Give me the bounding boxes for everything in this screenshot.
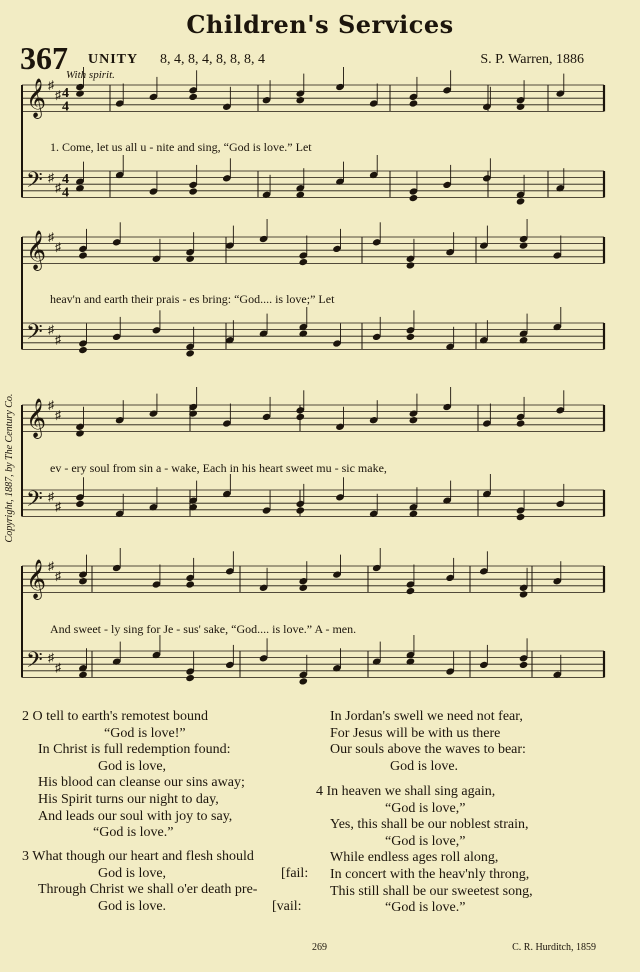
note-head [78,577,88,585]
note-head [519,661,529,669]
time-signature-bottom: 4 [62,185,69,201]
verse-line: “God is love.” [385,900,466,916]
note-head [296,96,306,104]
note-head [185,349,195,357]
tune-name: UNITY [88,52,139,67]
verse-line: Yes, this shall be our noblest strain, [330,817,529,833]
verse-line: His blood can cleanse our sins away; [38,775,245,791]
key-signature-sharp: ♯ [48,489,54,504]
note-head [409,99,419,107]
verse-line: This still shall be our sweetest song, [330,883,533,899]
verse-line: God is love, [98,865,167,881]
verse-line: “God is love!” [104,725,186,741]
key-signature-sharp: ♯ [48,322,54,337]
note-head [185,674,195,682]
key-signature-sharp: ♯ [55,660,61,675]
note-head [75,89,85,97]
key-signature-sharp: ♯ [48,650,54,665]
note-head [516,197,526,205]
note-head [409,416,419,424]
note-head [296,506,306,514]
note-head [188,187,198,195]
note-head [75,429,85,437]
note-head [406,261,416,269]
lyric-line: ev - ery soul from sin a - wake, Each in his heart sweet mu - sic make, [50,461,387,475]
note-head [185,580,195,588]
verse-wrap: [fail: [281,865,309,881]
key-signature-sharp: ♯ [48,559,54,573]
verse-line: 3 What though our heart and flesh should [22,849,254,864]
time-signature-top: 4 [62,172,69,188]
note-head [299,258,309,266]
verse-line: “God is love,” [385,833,466,849]
time-signature-bottom: 4 [62,99,69,115]
key-signature-sharp: ♯ [55,239,61,254]
note-head [299,584,309,592]
key-signature-sharp: ♯ [55,568,61,583]
meter: 8, 4, 8, 4, 8, 8, 8, 4 [160,52,265,67]
note-head [296,413,306,421]
note-head [519,241,529,249]
bass-clef-icon: 𝄢 [26,320,43,350]
text-author: C. R. Hurditch, 1859 [512,942,596,953]
note-head [516,103,526,111]
verse-line: 4 In heaven we shall sing again, [316,784,496,799]
treble-clef-icon: 𝄞 [26,230,47,270]
composer: S. P. Warren, 1886 [480,52,584,67]
verses-right [0,709,640,934]
verse-line: In concert with the heav'nly throng, [330,867,530,882]
page-number: 269 [312,942,327,953]
note-head [516,513,526,521]
verse-line: His Spirit turns our night to day, [38,792,219,807]
verse-line: “God is love.” [93,825,174,841]
key-signature-sharp: ♯ [48,398,54,412]
note-head [516,419,526,427]
copyright-note: Copyright, 1887, by The Century Co. [4,393,15,543]
note-head [78,346,88,354]
verse-line: God is love, [98,758,167,774]
bass-clef-icon: 𝄢 [26,487,43,517]
key-signature-sharp: ♯ [55,499,61,514]
lyric-line: heav'n and earth their prais - es bring: “God.... is love;” Let [50,292,335,306]
note-head [78,251,88,259]
treble-clef-icon: 𝄞 [26,398,47,438]
verse-line: And leads our soul with joy to say, [38,808,233,824]
verse-line: 2 O tell to earth's remotest bound [22,709,209,724]
note-head [409,194,419,202]
verse-line: Our souls above the waves to bear: [330,742,526,758]
bass-clef-icon: 𝄢 [26,648,43,678]
verse-line: God is love. [98,898,167,914]
verse-line: “God is love,” [385,800,466,816]
note-head [406,587,416,595]
bass-clef-icon: 𝄢 [26,168,43,198]
note-head [185,255,195,263]
time-signature-top: 4 [62,86,69,102]
key-signature-sharp: ♯ [55,332,61,347]
key-signature-sharp: ♯ [48,230,54,244]
treble-clef-icon: 𝄞 [26,78,47,118]
lyric-line: 1. Come, let us all u - nite and sing, “God is love.” Let [50,140,312,154]
treble-clef-icon: 𝄞 [26,559,47,599]
key-signature-sharp: ♯ [48,78,54,92]
verse-line: God is love. [390,758,459,774]
verse-line: Through Christ we shall o'er death pre- [38,882,258,898]
verse-line: For Jesus will be with us there [330,725,501,741]
page-title: Children's Services [186,10,454,39]
key-signature-sharp: ♯ [55,87,61,102]
key-signature-sharp: ♯ [48,170,54,185]
note-head [188,93,198,101]
note-head [75,500,85,508]
verse-line: While endless ages roll along, [330,850,499,866]
key-signature-sharp: ♯ [55,180,61,195]
note-head [406,333,416,341]
verse-line: In Jordan's swell we need not fear, [330,709,523,724]
key-signature-sharp: ♯ [55,407,61,422]
lyric-line: And sweet - ly sing for Je - sus' sake, “God.... is love.” A - men. [50,622,357,636]
note-head [299,677,309,685]
verse-line: In Christ is full redemption found: [38,742,231,758]
tempo-marking: With spirit. [66,69,115,81]
verse-wrap: [vail: [272,898,302,914]
hymn-number: 367 [20,40,68,76]
note-head [519,590,529,598]
